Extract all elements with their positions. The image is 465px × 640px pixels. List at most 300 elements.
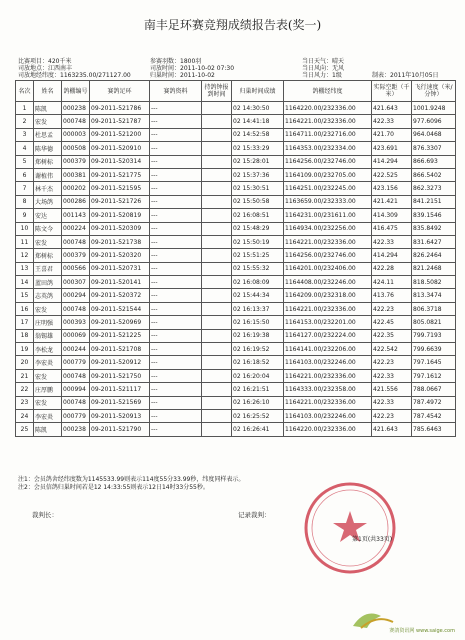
table-cell: 1164127.00/232224.00 (284, 329, 372, 342)
table-cell: 09-2011-520314 (90, 155, 150, 168)
table-cell: 02 16:18:52 (232, 356, 284, 369)
table-cell: 陈华德 (34, 142, 62, 155)
table-cell: 09-2011-520141 (90, 276, 150, 289)
table-cell (202, 343, 232, 356)
table-cell: 797.1612 (412, 369, 456, 382)
table-cell: 1164251.00/232245.00 (284, 182, 372, 195)
table-cell: 1164141.00/232206.00 (284, 343, 372, 356)
table-cell: 宏发 (34, 235, 62, 248)
table-cell: 宏发 (34, 396, 62, 409)
column-header: 归巢时间成绩 (232, 81, 284, 102)
meta-release: 司放时间：2011-10-02 07:30 (150, 65, 235, 72)
table-cell: 826.2464 (412, 249, 456, 262)
table-cell: 000238 (62, 102, 90, 115)
table-cell: 000238 (62, 423, 90, 436)
page-number: 第1页(共33页) (352, 536, 393, 543)
table-cell: 13 (16, 262, 34, 275)
table-cell: 09-2011-520969 (90, 316, 150, 329)
table-cell: 09-2011-520913 (90, 409, 150, 422)
table-cell: --- (150, 115, 202, 128)
table-header-row (16, 81, 456, 102)
table-cell: 000994 (62, 383, 90, 396)
table-cell: 1164231.00/231611.00 (284, 209, 372, 222)
table-cell: 977.6096 (412, 115, 456, 128)
table-cell: 宏发 (34, 302, 62, 315)
table-cell: 000748 (62, 396, 90, 409)
table-cell: 1164711.00/232716.00 (284, 128, 372, 141)
table-cell: 23 (16, 396, 34, 409)
table-cell: 422.28 (372, 262, 412, 275)
table-cell: 林千杰 (34, 182, 62, 195)
table-cell (202, 235, 232, 248)
table-cell: --- (150, 249, 202, 262)
table-cell: 422.33 (372, 396, 412, 409)
table-cell: 陈文今 (34, 222, 62, 235)
column-header: 鸽棚经纬度 (284, 81, 372, 102)
table-cell: 郑树标 (34, 249, 62, 262)
note-1: 注1：会员鸽舍经纬度数为1145533.99则表示114度55分33.99秒，纬度同样表示。 (18, 476, 245, 483)
official-seal (300, 478, 400, 578)
table-cell: 000286 (62, 195, 90, 208)
table-cell: 788.0667 (412, 383, 456, 396)
table-cell: 1164153.00/232201.00 (284, 316, 372, 329)
table-cell: 1164103.00/232246.00 (284, 409, 372, 422)
footer-logo-text: 赛鸽资讯网 www.saige.com (389, 628, 455, 634)
table-cell: 09-2011-520372 (90, 289, 150, 302)
meta-coords: 司放地经纬度：1163235.00/271127.00 (18, 72, 131, 79)
table-cell: 09-2011-521708 (90, 343, 150, 356)
table-cell: 09-2011-521750 (90, 369, 150, 382)
table-cell: 818.5082 (412, 276, 456, 289)
table-cell: 000779 (62, 409, 90, 422)
table-cell: 5 (16, 155, 34, 168)
table-cell: 835.8492 (412, 222, 456, 235)
note-2: 注2：会员信鸽归巢时间若是12 14:33:55则表示12日14时33分55秒。 (18, 484, 209, 491)
table-cell (202, 182, 232, 195)
table-cell: 09-2011-520309 (90, 222, 150, 235)
table-cell: 000566 (62, 262, 90, 275)
table-cell: 02 16:15:50 (232, 316, 284, 329)
table-cell: 813.3474 (412, 289, 456, 302)
table-cell: 839.1546 (412, 209, 456, 222)
table-cell: 09-2011-521787 (90, 115, 150, 128)
table-row (16, 423, 456, 436)
table-cell: 杜思孟 (34, 128, 62, 141)
table-cell: 陈凯 (34, 102, 62, 115)
table-cell: 02 16:20:04 (232, 369, 284, 382)
table-cell: 422.33 (372, 235, 412, 248)
table-cell: 10 (16, 222, 34, 235)
table-cell: 841.2151 (412, 195, 456, 208)
table-cell: 1164221.00/232336.00 (284, 369, 372, 382)
table-cell: 李宏炎 (34, 356, 62, 369)
column-header: 名次 (16, 81, 34, 102)
table-cell: 421.421 (372, 195, 412, 208)
table-row (16, 195, 456, 208)
table-cell: 02 14:52:58 (232, 128, 284, 141)
table-cell: --- (150, 316, 202, 329)
table-cell: 785.6463 (412, 423, 456, 436)
table-cell: 787.4972 (412, 396, 456, 409)
table-cell: --- (150, 329, 202, 342)
table-cell: 1164221.00/232336.00 (284, 396, 372, 409)
table-cell: 宏发 (34, 115, 62, 128)
table-cell: 422.45 (372, 316, 412, 329)
table-cell (202, 289, 232, 302)
table-cell: 422.33 (372, 369, 412, 382)
table-cell: 02 15:37:36 (232, 168, 284, 181)
table-cell (202, 222, 232, 235)
table-cell: 19 (16, 343, 34, 356)
table-cell: 02 15:51:25 (232, 249, 284, 262)
table-cell: 000003 (62, 128, 90, 141)
table-cell: 423.156 (372, 182, 412, 195)
table-cell: 02 16:19:38 (232, 329, 284, 342)
table-cell: 805.0821 (412, 316, 456, 329)
table-cell: 宏发 (34, 369, 62, 382)
table-cell: 424.11 (372, 276, 412, 289)
table-row (16, 102, 456, 115)
table-cell: 09-2011-521595 (90, 182, 150, 195)
meta-return: 归巢时间：2011-10-02 (150, 72, 215, 79)
table-cell: 422.23 (372, 409, 412, 422)
table-cell: 000244 (62, 343, 90, 356)
table-row (16, 409, 456, 422)
table-cell (202, 209, 232, 222)
table-cell: 000379 (62, 249, 90, 262)
table-cell (202, 316, 232, 329)
table-cell: --- (150, 423, 202, 436)
table-cell: 12 (16, 249, 34, 262)
results-body (16, 102, 456, 437)
table-cell: 02 14:30:50 (232, 102, 284, 115)
table-cell: 422.33 (372, 115, 412, 128)
table-cell: 876.3307 (412, 142, 456, 155)
table-cell: 11 (16, 235, 34, 248)
table-row (16, 369, 456, 382)
table-cell: --- (150, 235, 202, 248)
table-cell: 02 15:28:01 (232, 155, 284, 168)
column-header: 实际空距（千米） (372, 81, 412, 102)
meta-place: 司放地点：江西南丰 (18, 65, 73, 72)
table-cell: 02 15:48:29 (232, 222, 284, 235)
table-cell: 000381 (62, 168, 90, 181)
table-cell: 000748 (62, 235, 90, 248)
table-cell: 000224 (62, 222, 90, 235)
recorder-signature-label: 记录裁判： (238, 511, 271, 519)
column-header: 赛鸽足环 (90, 81, 150, 102)
table-cell: 000202 (62, 182, 90, 195)
table-cell: 16 (16, 302, 34, 315)
table-cell: 1164201.00/232406.00 (284, 262, 372, 275)
table-cell: 翁锡雄 (34, 329, 62, 342)
table-cell: 000748 (62, 369, 90, 382)
table-cell: 郑树标 (34, 155, 62, 168)
column-header: 持鸽钟报到时间 (202, 81, 232, 102)
table-row (16, 396, 456, 409)
table-cell: 1164221.00/232336.00 (284, 302, 372, 315)
table-cell: --- (150, 396, 202, 409)
table-cell: 422.525 (372, 168, 412, 181)
table-row (16, 289, 456, 302)
table-cell: --- (150, 195, 202, 208)
table-cell: 09-2011-521569 (90, 396, 150, 409)
table-cell: 02 16:19:52 (232, 343, 284, 356)
table-cell: 02 16:08:09 (232, 276, 284, 289)
table-row (16, 182, 456, 195)
table-cell: 25 (16, 423, 34, 436)
table-cell: 09-2011-521117 (90, 383, 150, 396)
table-cell: 李松龙 (34, 343, 62, 356)
table-cell: 1163659.00/232333.00 (284, 195, 372, 208)
table-cell: --- (150, 209, 202, 222)
table-cell: 09-2011-520910 (90, 142, 150, 155)
table-cell: 18 (16, 329, 34, 342)
table-cell: 421.643 (372, 102, 412, 115)
table-cell: 862.3273 (412, 182, 456, 195)
table-cell: 王喜君 (34, 262, 62, 275)
table-cell: 787.4542 (412, 409, 456, 422)
table-cell: 3 (16, 128, 34, 141)
table-cell: 02 16:13:37 (232, 302, 284, 315)
table-cell (202, 168, 232, 181)
table-cell: 02 16:21:51 (232, 383, 284, 396)
column-header: 鸽棚编号 (62, 81, 90, 102)
table-cell (202, 383, 232, 396)
table-row (16, 128, 456, 141)
table-cell: 02 15:33:29 (232, 142, 284, 155)
table-cell: 7 (16, 182, 34, 195)
table-row (16, 316, 456, 329)
table-row (16, 356, 456, 369)
table-cell: 09-2011-521775 (90, 168, 150, 181)
table-cell: --- (150, 289, 202, 302)
table-cell: 24 (16, 409, 34, 422)
table-row (16, 276, 456, 289)
table-cell: 蓝田鸽 (34, 276, 62, 289)
table-cell: 09-2011-520912 (90, 356, 150, 369)
table-cell (202, 262, 232, 275)
table-cell: 414.294 (372, 249, 412, 262)
table-cell (202, 396, 232, 409)
table-cell: 1164221.00/232336.00 (284, 115, 372, 128)
report-title: 南丰足环赛竞翔成绩报告表(奖一) (143, 18, 322, 32)
table-cell: --- (150, 409, 202, 422)
table-cell: 423.691 (372, 142, 412, 155)
table-row (16, 343, 456, 356)
table-cell: 02 16:26:41 (232, 423, 284, 436)
table-cell: 831.6427 (412, 235, 456, 248)
table-row (16, 383, 456, 396)
table-cell: 安达 (34, 209, 62, 222)
table-cell: 799.7193 (412, 329, 456, 342)
table-cell: 15 (16, 289, 34, 302)
table-cell: 1001.9248 (412, 102, 456, 115)
table-cell: --- (150, 102, 202, 115)
table-row (16, 168, 456, 181)
table-cell: 志英鸽 (34, 289, 62, 302)
meta-windforce: 当日风力：1级 (302, 72, 342, 79)
table-cell: --- (150, 182, 202, 195)
table-cell: 422.542 (372, 343, 412, 356)
table-row (16, 155, 456, 168)
table-cell: 1164256.00/232746.00 (284, 155, 372, 168)
table-cell: --- (150, 262, 202, 275)
table-cell: 09-2011-521726 (90, 195, 150, 208)
table-cell: 1164934.00/232256.00 (284, 222, 372, 235)
table-cell: 9 (16, 209, 34, 222)
table-cell: 866.693 (412, 155, 456, 168)
table-cell: 964.0468 (412, 128, 456, 141)
table-cell: 2 (16, 115, 34, 128)
table-cell: 1164408.00/232246.00 (284, 276, 372, 289)
table-cell: 09-2011-520320 (90, 249, 150, 262)
table-cell: 1164256.00/232746.00 (284, 249, 372, 262)
column-header: 姓名 (34, 81, 62, 102)
table-cell: 797.1645 (412, 356, 456, 369)
column-header: 飞行速度（米/分钟） (412, 81, 456, 102)
table-cell: 22 (16, 383, 34, 396)
table-cell: 庄明强 (34, 316, 62, 329)
table-cell: 1164333.00/232358.00 (284, 383, 372, 396)
table-cell: 20 (16, 356, 34, 369)
table-cell: 02 14:41:18 (232, 115, 284, 128)
table-cell: 02 16:26:10 (232, 396, 284, 409)
table-cell: 1164109.00/232705.00 (284, 168, 372, 181)
table-cell (202, 409, 232, 422)
table-cell: 4 (16, 142, 34, 155)
table-cell: --- (150, 142, 202, 155)
table-row (16, 235, 456, 248)
table-cell: 414.309 (372, 209, 412, 222)
table-cell: 09-2011-521200 (90, 128, 150, 141)
table-cell: 422.23 (372, 302, 412, 315)
table-cell (202, 356, 232, 369)
table-cell: 821.2468 (412, 262, 456, 275)
table-cell: 谢植伟 (34, 168, 62, 181)
table-cell: 1164103.00/232246.00 (284, 356, 372, 369)
results-table (15, 80, 456, 437)
table-cell: 02 15:50:58 (232, 195, 284, 208)
table-cell: --- (150, 383, 202, 396)
table-cell (202, 115, 232, 128)
table-row (16, 222, 456, 235)
table-cell (202, 142, 232, 155)
table-cell: 414.294 (372, 155, 412, 168)
table-cell: 000748 (62, 302, 90, 315)
table-row (16, 249, 456, 262)
table-cell: 000748 (62, 115, 90, 128)
table-cell (202, 195, 232, 208)
table-cell: 000508 (62, 142, 90, 155)
table-cell: 8 (16, 195, 34, 208)
table-cell: --- (150, 356, 202, 369)
table-row (16, 262, 456, 275)
table-cell: 庄厚鹏 (34, 383, 62, 396)
table-cell: 000069 (62, 329, 90, 342)
table-cell: 416.475 (372, 222, 412, 235)
table-cell: 1164209.00/232318.00 (284, 289, 372, 302)
table-cell: 000393 (62, 316, 90, 329)
table-cell: 1164220.00/232336.00 (284, 423, 372, 436)
table-cell: --- (150, 128, 202, 141)
table-row (16, 142, 456, 155)
meta-distance: 比赛项目：420千米 (18, 58, 72, 65)
table-cell: 02 15:30:51 (232, 182, 284, 195)
table-cell: --- (150, 369, 202, 382)
table-cell: 1 (16, 102, 34, 115)
table-cell (202, 302, 232, 315)
table-cell: 02 16:25:52 (232, 409, 284, 422)
table-cell: 09-2011-521738 (90, 235, 150, 248)
table-cell: 09-2011-520731 (90, 262, 150, 275)
table-cell (202, 276, 232, 289)
referee-signature-label: 裁判长： (32, 511, 58, 519)
table-cell: 09-2011-521786 (90, 102, 150, 115)
table-cell: 6 (16, 168, 34, 181)
table-cell: 000307 (62, 276, 90, 289)
table-cell: 14 (16, 276, 34, 289)
table-cell: 001143 (62, 209, 90, 222)
table-cell (202, 249, 232, 262)
table-cell: 799.6639 (412, 343, 456, 356)
table-cell: 422.35 (372, 329, 412, 342)
meta-count: 参赛羽数：1800羽 (150, 58, 202, 65)
table-cell: 陈凯 (34, 423, 62, 436)
table-cell: 02 15:55:32 (232, 262, 284, 275)
table-cell: --- (150, 168, 202, 181)
table-row (16, 302, 456, 315)
table-cell: 000294 (62, 289, 90, 302)
table-cell: 000379 (62, 155, 90, 168)
table-cell: --- (150, 302, 202, 315)
table-cell: 李宏炎 (34, 409, 62, 422)
table-cell: 09-2011-521544 (90, 302, 150, 315)
table-cell (202, 423, 232, 436)
table-cell (202, 102, 232, 115)
table-cell: 09-2011-520819 (90, 209, 150, 222)
table-cell: 413.76 (372, 289, 412, 302)
table-cell: 000779 (62, 356, 90, 369)
table-cell: 1164353.00/232334.00 (284, 142, 372, 155)
table-cell: 866.5402 (412, 168, 456, 181)
table-cell: 02 15:44:34 (232, 289, 284, 302)
meta-wind: 当日风向：无风 (302, 65, 345, 72)
table-cell (202, 369, 232, 382)
table-cell (202, 155, 232, 168)
column-header: 赛鸽资料 (150, 81, 202, 102)
table-cell: 421.70 (372, 128, 412, 141)
meta-date: 制表：2011年10月05日 (372, 72, 439, 79)
table-row (16, 329, 456, 342)
table-cell: --- (150, 343, 202, 356)
table-cell: 421.556 (372, 383, 412, 396)
table-cell: 02 15:50:19 (232, 235, 284, 248)
table-cell (202, 329, 232, 342)
table-cell: 09-2011-521225 (90, 329, 150, 342)
table-cell: 09-2011-521790 (90, 423, 150, 436)
meta-weather: 当日天气：晴天 (302, 58, 345, 65)
table-cell: 大场鸽 (34, 195, 62, 208)
table-cell: 1164221.00/232336.00 (284, 235, 372, 248)
table-row (16, 209, 456, 222)
table-cell (202, 128, 232, 141)
table-cell: --- (150, 155, 202, 168)
table-row (16, 115, 456, 128)
table-cell: 21 (16, 369, 34, 382)
table-cell: 02 16:08:51 (232, 209, 284, 222)
table-cell: 1164220.00/232336.00 (284, 102, 372, 115)
